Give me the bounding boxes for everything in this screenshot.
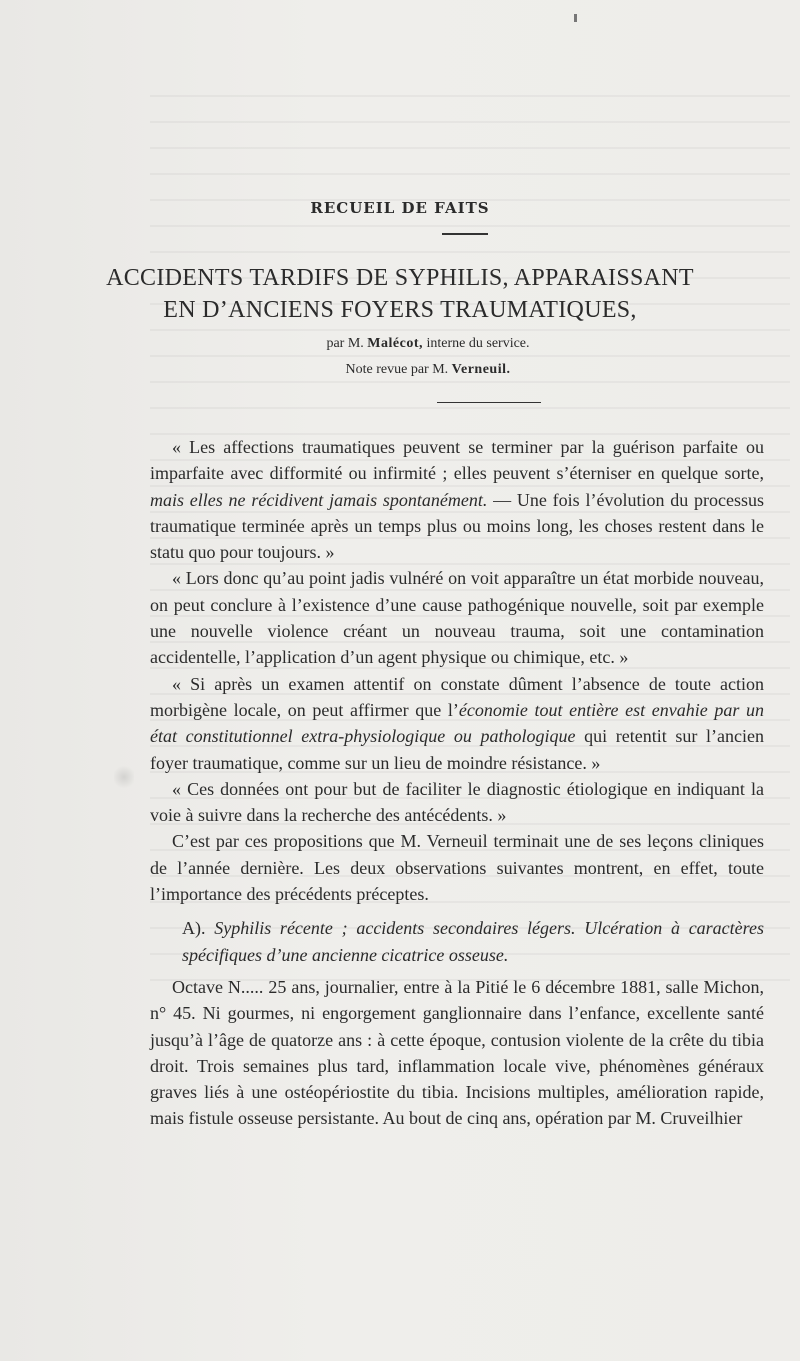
paragraph-4: « Ces données ont pour but de faciliter le diagnostic étiologique en indiquant la voie à suivre dans la recherche des antécédents. » <box>150 778 764 826</box>
article-title-line-2: EN D’ANCIENS FOYERS TRAUMATIQUES, <box>163 297 637 323</box>
byline-rule <box>437 402 541 403</box>
reviewer-prefix: Note revue par M. <box>345 362 449 377</box>
page-smudge <box>114 764 134 790</box>
paragraph-1-text-a: « Les affections traumatiques peuvent se terminer par la guérison parfaite ou imparfaite avec difformité ou infirmité ; elles peuvent s’éterniser en quelque sorte, <box>150 437 764 484</box>
case-label: A). <box>182 918 206 939</box>
paragraph-3 <box>150 671 764 776</box>
ink-mark <box>574 14 577 22</box>
paragraph-5: C’est par ces propositions que M. Verneuil terminait une de ses leçons cliniques de l’année dernière. Les deux observations suivantes montrent, en effet, toute l’importance des précédents préceptes. <box>150 831 764 905</box>
paragraph-6: Octave N..... 25 ans, journalier, entre à la Pitié le 6 décembre 1881, salle Michon, n° 45. Ni gourmes, ni engorgement ganglionnaire dans l’enfance, excellente santé jusqu’à l’âge de quatorze ans : à cette époque, contusion violente de la crête du tibia droit. Trois semaines plus tard, inflammation locale vive, phénomènes généraux graves liés à une ostéopériostite du tibia. Incisions multiples, amélioration rapide, mais fistule osseuse persistante. Au bout de cinq ans, opération par M. Cruveilhier <box>150 976 764 1129</box>
article-title-line-1: ACCIDENTS TARDIFS DE SYPHILIS, APPARAISSANT <box>106 265 694 291</box>
article-title <box>0 262 800 326</box>
paragraph-1-text-b: — Une fois l’évolution du processus traumatique terminée après un temps plus ou moins long, les choses restent dans le statu quo pour toujours. » <box>150 489 764 563</box>
case-heading <box>150 915 764 968</box>
author-line <box>28 336 800 352</box>
section-title: RECUEIL DE FAITS <box>310 199 490 217</box>
paragraph-2: « Lors donc qu’au point jadis vulnéré on voit apparaître un état morbide nouveau, on peut conclure à l’existence d’une cause pathogénique nouvelle, soit par exemple une nouvelle violence créant un nouveau trauma, soit une contamination accidentelle, l’application d’un agent physique ou chimique, etc. » <box>150 568 764 668</box>
author-prefix: par M. <box>326 336 364 351</box>
paragraph-1-italic: mais elles ne récidivent jamais spontanément. <box>150 489 488 510</box>
paragraph-1 <box>150 434 764 565</box>
paragraph-3-text-b: qui retentit sur l’ancien foyer traumatique, comme sur un lieu de moindre résistance. » <box>150 726 764 773</box>
reviewer-name: Verneuil. <box>451 362 511 377</box>
title-rule <box>442 233 488 235</box>
author-name: Malécot, <box>367 336 423 351</box>
author-role: interne du service. <box>426 336 530 351</box>
paragraph-3-italic: économie tout entière est envahie par un état constitutionnel extra-physiologique ou pathologique <box>150 699 764 747</box>
case-title: Syphilis récente ; accidents secondaires légers. Ulcération à caractères spécifiques d’une ancienne cicatrice osseuse. <box>182 918 764 965</box>
paragraph-3-text-a: « Si après un examen attentif on constate dûment l’absence de toute action morbigène locale, on peut affirmer que l’ <box>150 673 764 720</box>
article-body <box>150 434 764 1132</box>
reviewer-line <box>28 362 800 378</box>
